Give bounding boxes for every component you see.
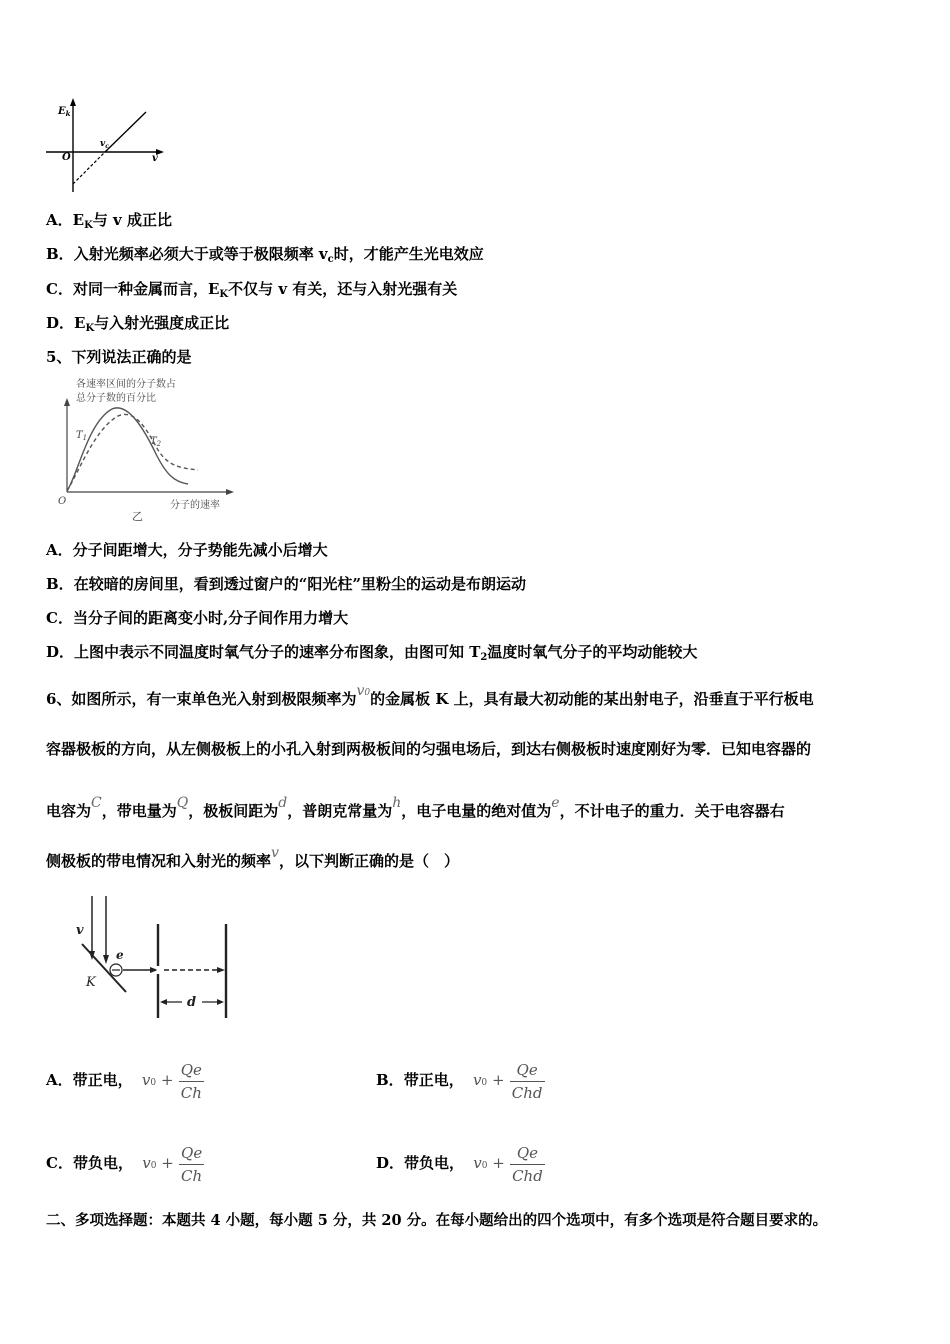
q4-option-a[interactable]: A．$E_K$与 v 成正比 [46, 211, 172, 231]
graph-ylabel: $E_k$ [58, 106, 71, 118]
section-2-heading: 二、多项选择题：本题共 4 小题，每小题 5 分，共 20 分。在每小题给出的四个选项中，有多个选项是符合题目要求的。 [46, 1212, 828, 1229]
dist-origin: O [58, 496, 67, 507]
q6-option-c[interactable]: C．带负电， v0 + $\frac{Qe}{Ch}$ [46, 1143, 203, 1185]
graph-origin: O [62, 152, 71, 163]
fig-label-d: d [187, 995, 197, 1010]
q5-option-a[interactable]: A．分子间距增大，分子势能先减小后增大 [46, 541, 328, 559]
dist-ylabel-1: 各速率区间的分子数占 [76, 379, 176, 390]
q4-option-b[interactable]: B．入射光频率必须大于或等于极限频率 $v_c$时，才能产生光电效应 [46, 245, 484, 265]
q5-option-c[interactable]: C．当分子间的距离变小时,分子间作用力增大 [46, 609, 349, 627]
q6-option-b[interactable]: B．带正电， v0 + $\frac{Qe}{\text{Chd}}$ [376, 1060, 543, 1102]
q6-stem-line-2: 容器极板的方向，从左侧极板上的小孔入射到两极板间的匀强电场后，到达右侧极板时速度刚好为零．已知电容器的 [46, 740, 812, 758]
fig-label-k: K [86, 975, 96, 990]
graph-line [105, 112, 146, 152]
q6-option-a[interactable]: A．带正电， v0 + $\frac{Qe}{Ch}$ [46, 1060, 202, 1102]
ek-frequency-graph [40, 96, 170, 196]
graph-cutoff: $v_c$ [100, 139, 109, 150]
dist-ylabel-2: 总分子数的百分比 [76, 393, 156, 404]
fig-label-v: v [76, 923, 84, 938]
dist-caption: 乙 [132, 510, 143, 523]
q6-option-d[interactable]: D．带负电， v0 + $\frac{Qe}{\text{Chd}}$ [376, 1143, 543, 1185]
graph-dashed-extension [73, 152, 105, 184]
label-t1: $T_1$ [76, 430, 88, 442]
q6-stem-line-1: 6、如图所示，有一束单色光入射到极限频率为v0的金属板 K 上，具有最大初动能的某出射电子，沿垂直于平行板电 [46, 683, 814, 708]
capacitor-figure [44, 888, 254, 1028]
q6-stem-line-4: 侧极板的带电情况和入射光的频率v，以下判断正确的是（ ） [46, 845, 459, 870]
q5-option-b[interactable]: B．在较暗的房间里，看到透过窗户的“阳光柱”里粉尘的运动是布朗运动 [46, 575, 526, 593]
q4-option-c[interactable]: C．对同一种金属而言，$E_K$不仅与 v 有关，还与入射光强有关 [46, 280, 458, 300]
speed-distribution-graph [50, 374, 240, 524]
curve-t2 [67, 414, 198, 491]
q4-option-d[interactable]: D．$E_K$与入射光强度成正比 [46, 314, 230, 334]
curve-t1 [67, 408, 188, 491]
graph-xlabel: v [152, 153, 158, 164]
label-t2: $T_2$ [150, 436, 162, 448]
q6-stem-line-3: 电容为C，带电量为Q，极板间距为d，普朗克常量为h，电子电量的绝对值为e，不计电子的重力．关于电容器右 [46, 795, 785, 820]
q5-stem: 5、下列说法正确的是 [46, 348, 192, 366]
q5-option-d[interactable]: D．上图中表示不同温度时氧气分子的速率分布图象，由图可知 $T_2$温度时氧气分子的平均动能较大 [46, 643, 698, 663]
fig-label-e: e [116, 948, 124, 962]
dist-xlabel: 分子的速率 [170, 500, 220, 511]
